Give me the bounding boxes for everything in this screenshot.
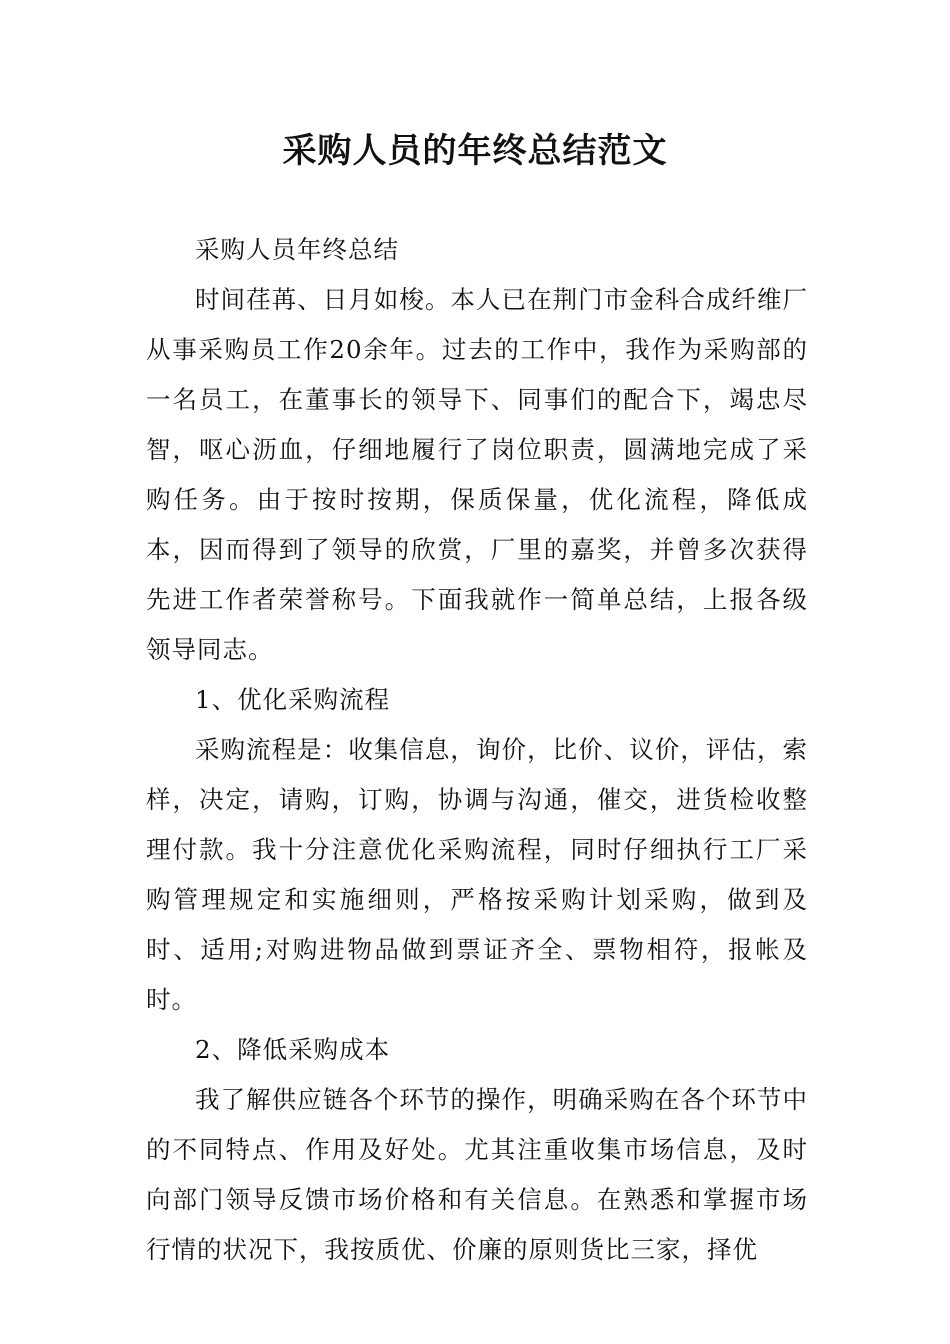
section-heading-2: 2、降低采购成本 — [195, 1035, 391, 1064]
paragraph-intro: 时间荏苒、日月如梭。本人已在荆门市金科合成纤维厂从事采购员工作20余年。过去的工作中，我作为采购部的一名员工，在董事长的领导下、同事们的配合下，竭忠尽智，呕心沥血，仔细地履行了岗位职责，圆满地完成了采购任务。由于按时按期，保质保量，优化流程，降低成本，因而得到了领导的欣赏，厂里的嘉奖，并曾多次获得先进工作者荣誉称号。下面我就作一简单总结，上报各级领导同志。 — [146, 285, 808, 664]
paragraph-subtitle: 采购人员年终总结 — [195, 235, 399, 264]
section-heading-1: 1、优化采购流程 — [195, 685, 391, 714]
document-body — [146, 225, 808, 1275]
paragraph-section-2: 我了解供应链各个环节的操作，明确采购在各个环节中的不同特点、作用及好处。尤其注重收集市场信息，及时向部门领导反馈市场价格和有关信息。在熟悉和掌握市场行情的状况下，我按质优、价廉的原则货比三家，择优 — [146, 1085, 808, 1264]
document-title: 采购人员的年终总结范文 — [282, 131, 668, 171]
paragraph-section-1: 采购流程是：收集信息，询价，比价、议价，评估，索样，决定，请购，订购，协调与沟通，催交，进货检收整理付款。我十分注意优化采购流程，同时仔细执行工厂采购管理规定和实施细则，严格按采购计划采购，做到及时、适用;对购进物品做到票证齐全、票物相符，报帐及时。 — [146, 735, 808, 1014]
